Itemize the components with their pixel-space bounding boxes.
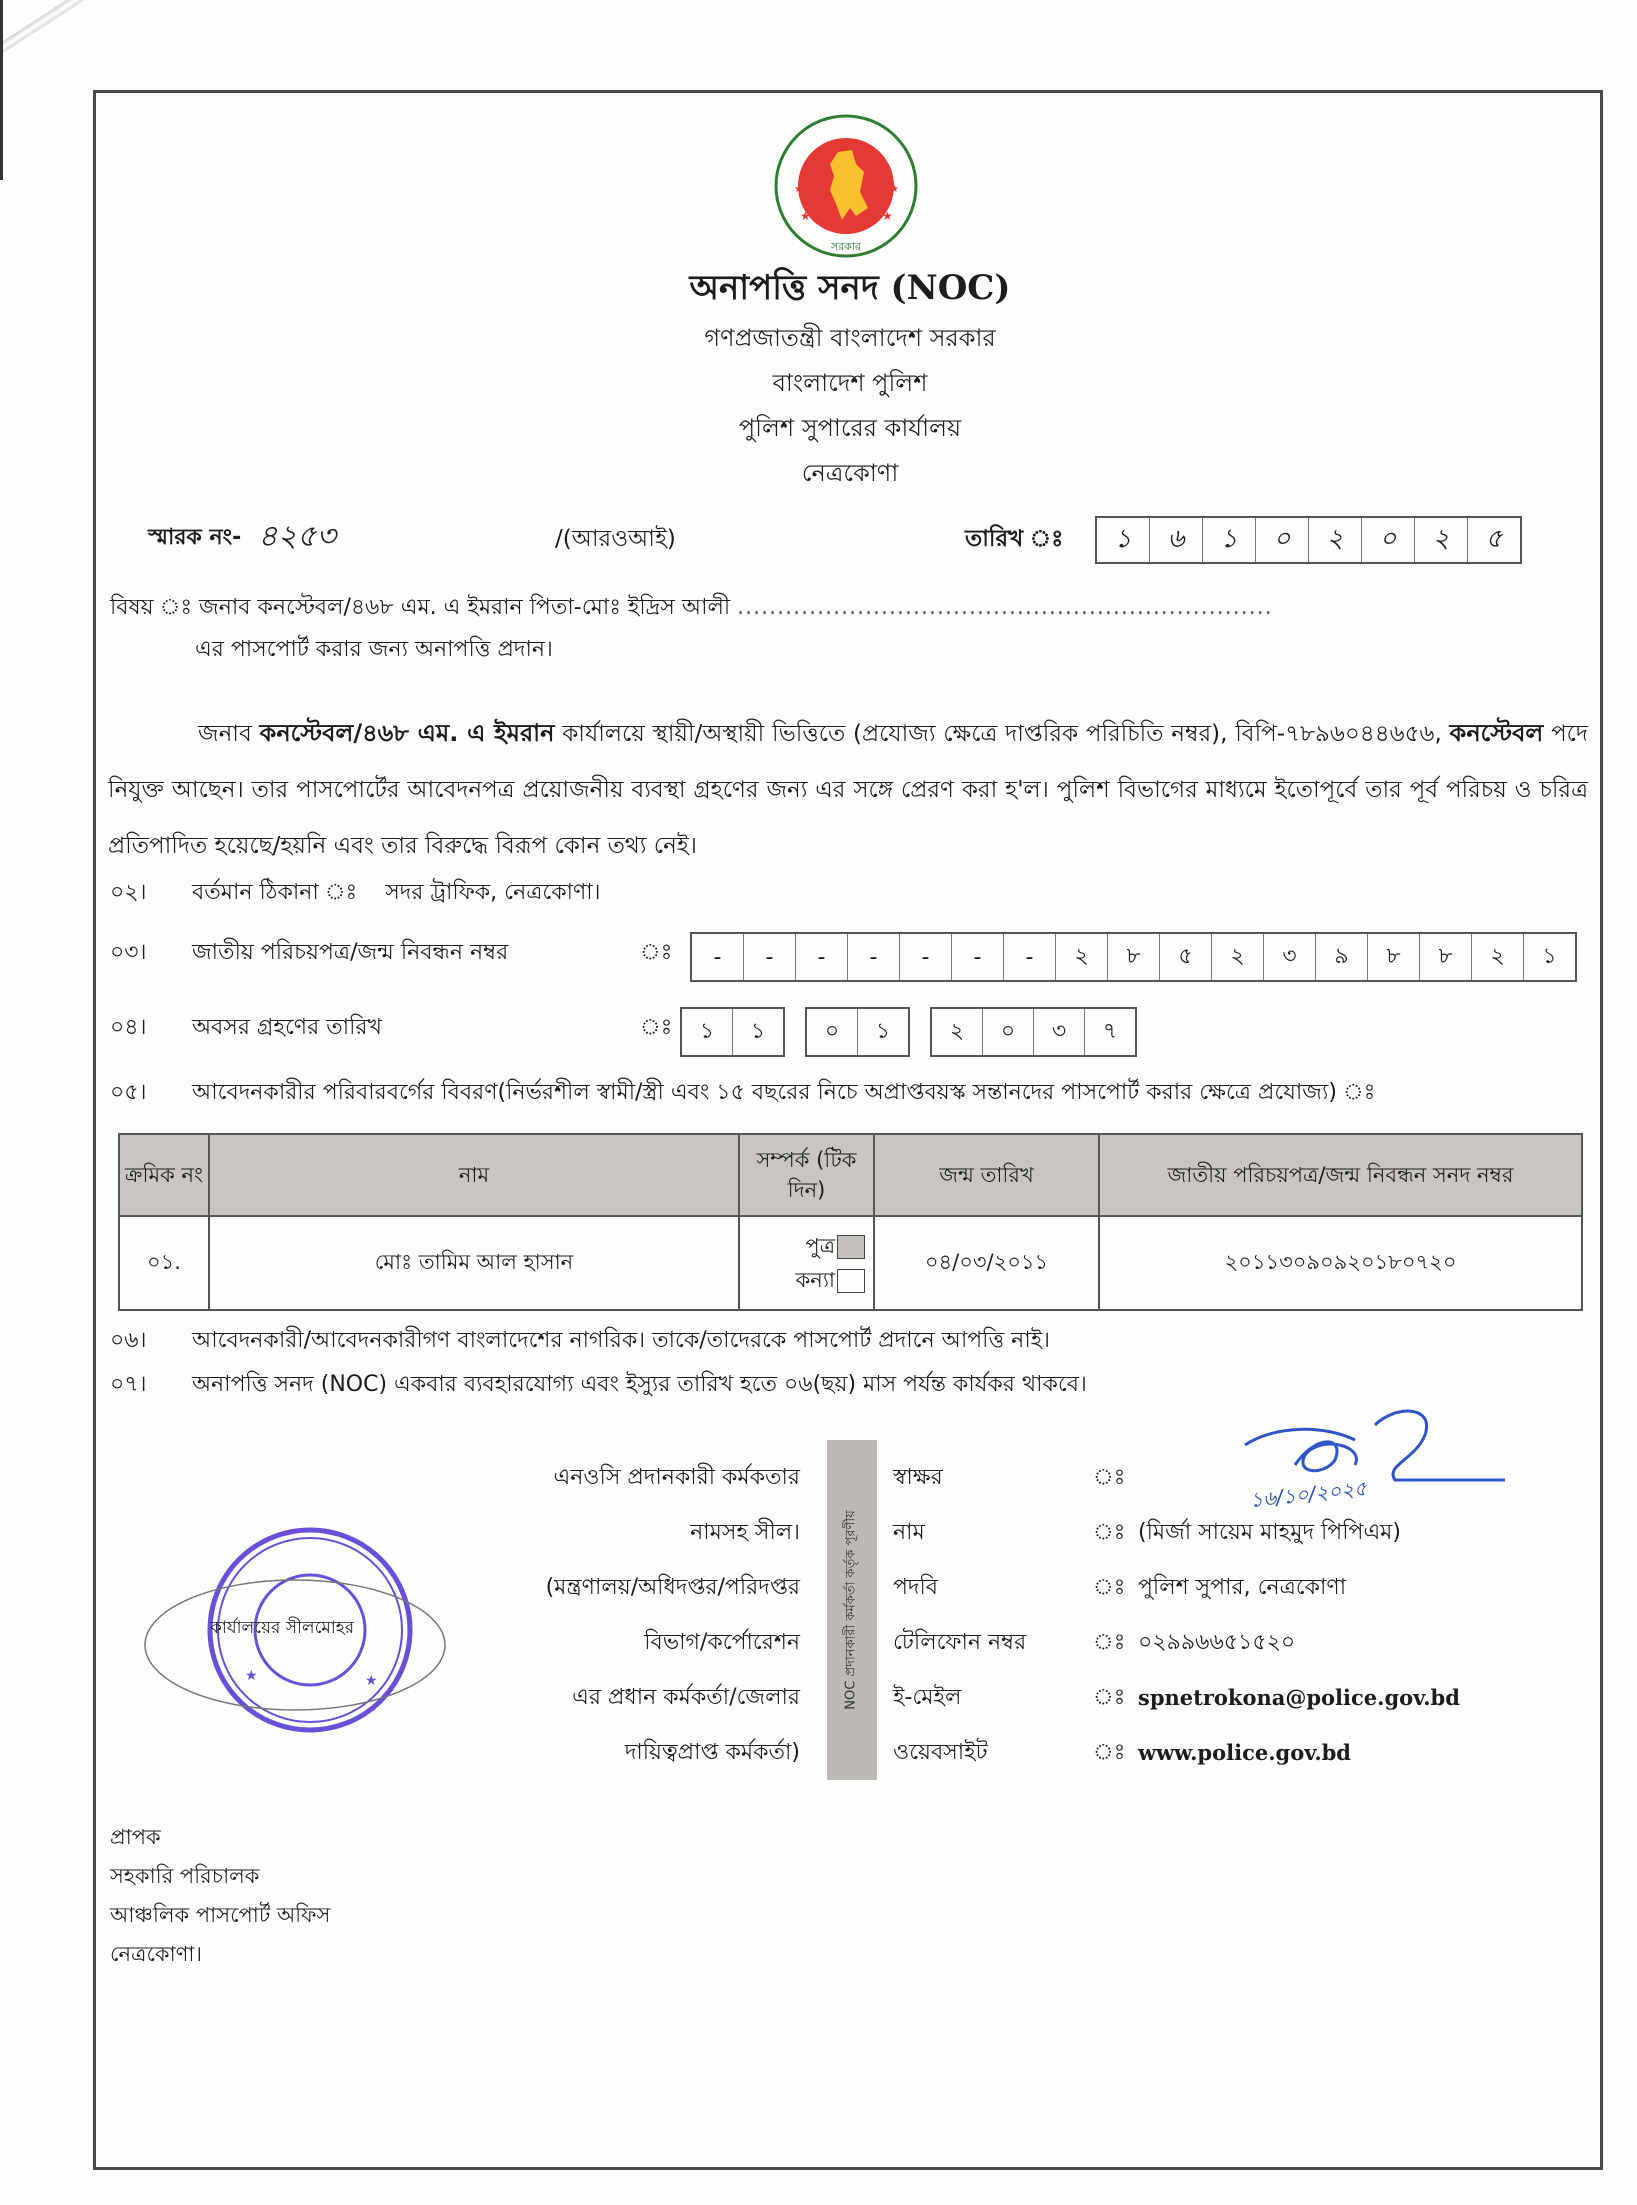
signature-date: ১৬/১০/২০২৫ <box>1248 1475 1369 1513</box>
nid-digit: ৩ <box>1264 934 1316 980</box>
date-digit: ৫ <box>1485 524 1503 554</box>
issuer-desc-line: (মন্ত্রণালয়/অধিদপ্তর/পরিদপ্তর <box>545 1575 800 1600</box>
nid-digit: - <box>692 934 744 980</box>
date-digit: ০ <box>1256 518 1309 562</box>
field-phone: টেলিফোন নম্বর ঃ ০২৯৯৬৬৫১৫২০ <box>893 1615 1460 1670</box>
relation-daughter-label: কন্যা <box>795 1268 835 1292</box>
memo-suffix: /(আরওআই) <box>555 526 676 552</box>
nid-digit: - <box>1004 934 1056 980</box>
item-address <box>110 875 601 912</box>
relation-son-checkbox[interactable] <box>837 1235 865 1259</box>
subject-line <box>110 590 1273 627</box>
recipient-line: নেত্রকোণা। <box>110 1942 203 1966</box>
relation-daughter-checkbox[interactable] <box>837 1269 865 1293</box>
retirement-digit: ২ <box>932 1009 983 1055</box>
nid-digit: ৫ <box>1160 934 1212 980</box>
item-family <box>110 1075 1375 1112</box>
svg-text:★: ★ <box>245 1668 258 1684</box>
svg-text:★: ★ <box>365 1673 378 1689</box>
nid-label: জাতীয় পরিচয়পত্র/জন্ম নিবন্ধন নম্বর <box>192 940 509 965</box>
paper-edge <box>0 0 3 180</box>
retirement-digit: ৩ <box>1034 1009 1085 1055</box>
nid-digit: ২ <box>1472 934 1524 980</box>
nid-digit: ২ <box>1212 934 1264 980</box>
issuer-desc-line: এর প্রধান কর্মকর্তা/জেলার <box>572 1685 800 1710</box>
nid-digit: ৮ <box>1108 934 1160 980</box>
nid-digit: ১ <box>1542 943 1557 969</box>
item-number: ০৬। <box>110 1328 147 1353</box>
cell-serial: ০১. <box>119 1216 209 1310</box>
item-validity <box>110 1367 1087 1404</box>
relation-son-label: পুত্র <box>805 1234 835 1258</box>
issuer-designation: পুলিশ সুপার, নেত্রকোণা <box>1138 1575 1347 1600</box>
retirement-month <box>805 1007 910 1057</box>
nid-digit: - <box>796 934 848 980</box>
col-serial: ক্রমিক নং <box>119 1134 209 1216</box>
issuer-name: (মির্জা সায়েম মাহমুদ পিপিএম) <box>1138 1520 1401 1545</box>
col-relation: সম্পর্ক (টিক দিন) <box>739 1134 874 1216</box>
recipient-heading: প্রাপক <box>110 1825 161 1849</box>
cell-relation <box>739 1216 874 1310</box>
applicant-post: কনস্টেবল <box>1449 719 1544 747</box>
retirement-colon: ঃ <box>640 1015 673 1040</box>
svg-text:★: ★ <box>794 184 803 195</box>
item-nid <box>110 935 508 972</box>
col-name: নাম <box>209 1134 739 1216</box>
svg-text:★: ★ <box>882 209 893 223</box>
retirement-digit: ০ <box>807 1009 858 1055</box>
bangladesh-govt-emblem-icon <box>772 112 920 260</box>
emblem-bottom-text: সরকার <box>830 240 862 253</box>
retirement-digit: ১ <box>682 1009 733 1055</box>
item-number: ০৪। <box>110 1015 147 1040</box>
cell-id: ২০১১৩০৯০৯২০১৮০৭২০ <box>1099 1216 1582 1310</box>
header-line-police: বাংলাদেশ পুলিশ <box>772 369 928 397</box>
date-digit: ৬ <box>1150 518 1203 562</box>
subject-text: বিষয় ঃ জনাব কনস্টেবল/৪৬৮ এম. এ ইমরান পিতা-মোঃ ইদ্রিস আলী <box>110 595 738 620</box>
table-header-row <box>119 1134 1582 1216</box>
recipient-block <box>110 1818 330 1974</box>
nid-digit: - <box>848 934 900 980</box>
body-paragraph <box>108 705 1588 874</box>
paper-fold-crease <box>0 0 315 79</box>
svg-text:★: ★ <box>890 184 899 195</box>
memo-label: স্মারক নং- <box>148 525 242 550</box>
recipient-line: আঞ্চলিক পাসপোর্ট অফিস <box>110 1903 331 1927</box>
retirement-digit: ০ <box>983 1009 1034 1055</box>
col-id: জাতীয় পরিচয়পত্র/জন্ম নিবন্ধন সনদ নম্বর <box>1099 1134 1582 1216</box>
issuer-website-link[interactable]: www.police.gov.bd <box>1138 1740 1351 1765</box>
item-number: ০৭। <box>110 1372 147 1397</box>
nid-digit: ৮ <box>1420 934 1472 980</box>
header-line-govt: গণপ্রজাতন্ত্রী বাংলাদেশ সরকার <box>704 324 996 352</box>
subject-dots: ................................................................... <box>737 595 1273 620</box>
table-row <box>119 1216 1582 1310</box>
date-digit: ১ <box>1203 518 1256 562</box>
issuer-desc-line: এনওসি প্রদানকারী কর্মকতার <box>553 1465 800 1490</box>
nid-digit: - <box>952 934 1004 980</box>
date-digit: ০ <box>1362 518 1415 562</box>
address-value: সদর ট্রাফিক, নেত্রকোণা। <box>385 880 601 905</box>
family-label: আবেদনকারীর পরিবারবর্গের বিবরণ(নির্ভরশীল স্বামী/স্ত্রী এবং ১৫ বছরের নিচে অপ্রাপ্তবয়স্ক সন্তানদের পাসপোর্ট করার ক্ষেত্রে প্রযোজ্য) ঃ <box>192 1080 1376 1105</box>
header-line-district: নেত্রকোণা <box>801 459 899 487</box>
cell-name: মোঃ তামিম আল হাসান <box>209 1216 739 1310</box>
cell-dob: ০৪/০৩/২০১১ <box>874 1216 1099 1310</box>
header-line-office: পুলিশ সুপারের কার্যালয় <box>738 414 962 442</box>
retirement-label: অবসর গ্রহণের তারিখ <box>192 1015 382 1040</box>
retirement-digit: ১ <box>875 1018 891 1044</box>
date-label: তারিখ ঃ <box>965 526 1064 552</box>
seal-placeholder-text: কার্যালয়ের সীলমোহর <box>210 1618 355 1638</box>
date-boxes <box>1095 516 1522 564</box>
item-number: ০২। <box>110 880 147 905</box>
item-citizen <box>110 1323 1050 1360</box>
issuer-desc-line: দায়িত্বপ্রাপ্ত কর্মকর্তা) <box>624 1740 800 1765</box>
nid-digit: - <box>744 934 796 980</box>
date-digit: ২ <box>1309 518 1362 562</box>
item-number: ০৫। <box>110 1080 147 1105</box>
issuer-description <box>440 1450 800 1780</box>
retirement-year <box>930 1007 1137 1057</box>
item-number: ০৩। <box>110 940 147 965</box>
issuer-desc-line: নামসহ সীল। <box>690 1520 800 1545</box>
col-dob: জন্ম তারিখ <box>874 1134 1099 1216</box>
nid-digit: ২ <box>1056 934 1108 980</box>
body-text: পদে নিযুক্ত আছেন। তার পাসপোর্টের আবেদনপত্র প্রয়োজনীয় ব্যবস্থা গ্রহণের জন্য এর সঙ্গে প্রেরণ করা হ'ল। পুলিশ বিভাগের মাধ্যমে ইতোপূর্বে তার পূর্ব পরিচয় ও চরিত্র প্রতিপাদিত হয়েছে/হয়নি এবং তার বিরুদ্ধে বিরূপ কোন তথ্য নেই। <box>108 721 1589 859</box>
field-signature: স্বাক্ষর ঃ <box>893 1465 1126 1490</box>
citizen-text: আবেদনকারী/আবেদনকারীগণ বাংলাদেশের নাগরিক। তাকে/তাদেরকে পাসপোর্ট প্রদানে আপত্তি নাই। <box>192 1328 1051 1353</box>
field-name: নাম ঃ (মির্জা সায়েম মাহমুদ পিপিএম) <box>893 1505 1460 1560</box>
issuer-email-link[interactable]: spnetrokona@police.gov.bd <box>1138 1685 1460 1710</box>
field-designation: পদবি ঃ পুলিশ সুপার, নেত্রকোণা <box>893 1560 1460 1615</box>
date-digit: ২ <box>1415 518 1468 562</box>
retirement-digit: ৭ <box>1102 1018 1118 1044</box>
retirement-day <box>680 1007 785 1057</box>
nid-colon: ঃ <box>640 940 673 965</box>
applicant-name: কনস্টেবল/৪৬৮ এম. এ ইমরান <box>259 719 555 747</box>
retirement-digit: ১ <box>750 1018 766 1044</box>
issuer-phone: ০২৯৯৬৬৫১৫২০ <box>1138 1630 1296 1655</box>
memo-number: ৪২৫৩ <box>258 519 336 554</box>
address-label: বর্তমান ঠিকানা ঃ <box>192 880 358 905</box>
body-text: কার্যালয়ে স্থায়ী/অস্থায়ী ভিত্তিতে (প্রযোজ্য ক্ষেত্রে দাপ্তরিক পরিচিতি নম্বর), বিপি-৭৮৯৬০৪৪৬৫৬, <box>554 721 1450 747</box>
date-digit: ১ <box>1097 518 1150 562</box>
nid-digit: ৯ <box>1316 934 1368 980</box>
item-retirement <box>110 1010 382 1047</box>
field-website: ওয়েবসাইট ঃ www.police.gov.bd <box>893 1725 1460 1780</box>
recipient-line: সহকারি পরিচালক <box>110 1864 260 1888</box>
family-table <box>118 1133 1583 1311</box>
field-email: ই-মেইল ঃ spnetrokona@police.gov.bd <box>893 1670 1460 1725</box>
nid-digit: ৮ <box>1368 934 1420 980</box>
subject-line-2: এর পাসপোর্ট করার জন্য অনাপত্তি প্রদান। <box>195 637 553 662</box>
strip-label: NOC প্রদানকারী কর্মকর্তা কর্তৃক পূরণীয় <box>843 1510 859 1710</box>
body-text: জনাব <box>198 721 260 747</box>
svg-text:★: ★ <box>800 209 811 223</box>
validity-text: অনাপত্তি সনদ (NOC) একবার ব্যবহারযোগ্য এবং ইস্যুর তারিখ হতে ০৬(ছয়) মাস পর্যন্ত কার্যকর থাকবে। <box>192 1372 1087 1397</box>
nid-digit: - <box>900 934 952 980</box>
page-title: অনাপত্তি সনদ (NOC) <box>689 268 1011 308</box>
nid-boxes <box>690 932 1577 982</box>
issuer-fill-strip <box>827 1440 877 1780</box>
issuer-desc-line: বিভাগ/কর্পোরেশন <box>644 1630 800 1655</box>
